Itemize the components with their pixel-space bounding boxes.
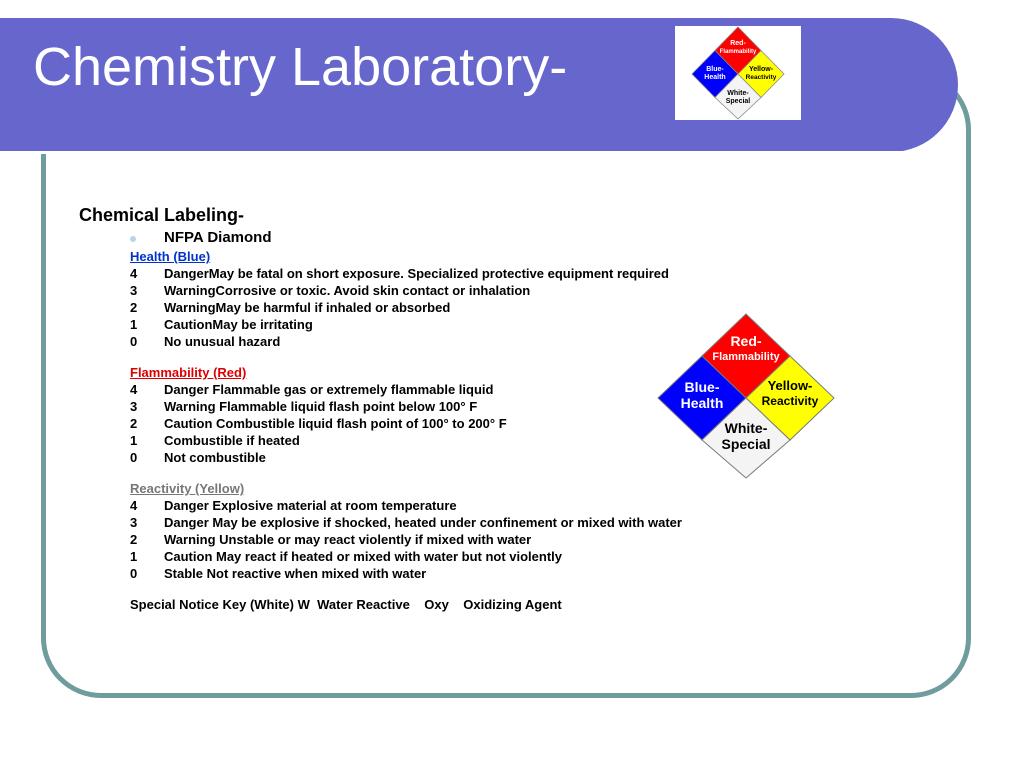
health-section-title[interactable]: Health (Blue) [130,249,211,264]
health-row: 0 No unusual hazard [130,334,281,349]
section-heading: Chemical Labeling- [79,205,245,225]
reactivity-row: 2 Warning Unstable or may react violently if mixed with water [130,532,532,547]
logo-right-label-1: Yellow- [748,66,774,73]
logo-bottom-label-2: Special [725,98,751,105]
logo-left-label-1: Blue- [706,66,724,73]
diamond-top-label-2: Flammability [712,351,780,363]
flammability-row: 4 Danger Flammable gas or extremely flammable liquid [130,382,494,397]
nfpa-diamond-logo [675,26,801,120]
diamond-left-label-2: Health [680,395,724,411]
flammability-row: 1 Combustible if heated [130,433,300,448]
slide-title: Chemistry Laboratory- [33,37,568,97]
reactivity-row: 1 Caution May react if heated or mixed with water but not violently [130,549,563,564]
logo-bottom-label-1: White- [727,90,749,97]
health-row: 2 WarningMay be harmful if inhaled or absorbed [130,300,451,315]
reactivity-section-title[interactable]: Reactivity (Yellow) [130,481,245,496]
diamond-bottom-label-1: White- [724,420,768,436]
logo-right-label-2: Reactivity [745,74,777,81]
reactivity-row: 3 Danger May be explosive if shocked, heated under confinement or mixed with water [130,515,682,530]
reactivity-row: 0 Stable Not reactive when mixed with water [130,566,427,581]
special-notice-key: Special Notice Key (White) W Water Reactive Oxy Oxidizing Agent [130,597,562,612]
logo-top-label-1: Red- [730,40,746,47]
flammability-row: 3 Warning Flammable liquid flash point below 100° F [130,399,478,414]
diamond-bottom-label-2: Special [721,436,771,452]
bullet-dot-icon [130,236,136,242]
nfpa-diamond-figure [656,312,836,480]
flammability-row: 0 Not combustible [130,450,266,465]
health-row: 1 CautionMay be irritating [130,317,313,332]
diamond-right-label-1: Yellow- [767,378,813,393]
logo-top-label-2: Flammability [719,49,757,55]
bullet-label: NFPA Diamond [164,229,272,246]
logo-left-label-2: Health [704,74,726,81]
diamond-left-label-1: Blue- [684,379,720,395]
flammability-section-title[interactable]: Flammability (Red) [130,365,247,380]
health-row: 4 DangerMay be fatal on short exposure. Specialized protective equipment required [130,266,669,281]
health-row: 3 WarningCorrosive or toxic. Avoid skin contact or inhalation [130,283,531,298]
diamond-top-label-1: Red- [730,333,762,349]
flammability-row: 2 Caution Combustible liquid flash point of 100° to 200° F [130,416,507,431]
title-underline [0,151,905,154]
reactivity-row: 4 Danger Explosive material at room temperature [130,498,457,513]
diamond-right-label-2: Reactivity [761,394,819,408]
